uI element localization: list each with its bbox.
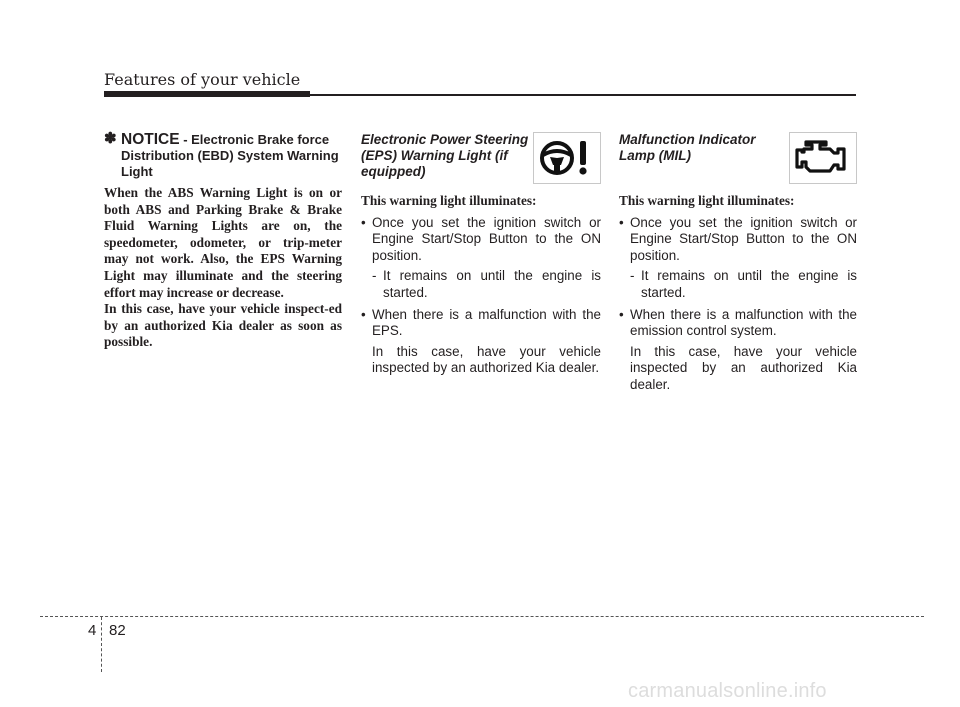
sub-dash: - bbox=[630, 268, 635, 284]
mil-heading bbox=[619, 132, 857, 184]
section-header-title: Features of your vehicle bbox=[104, 70, 301, 89]
steering-wheel-warning-icon bbox=[533, 132, 601, 184]
bullet-dot: • bbox=[619, 215, 624, 230]
notice-heading bbox=[104, 132, 342, 180]
header-bar bbox=[104, 91, 310, 97]
notice-paragraph: In this case, have your vehicle inspect-ed by an authorized Kia dealer as soon as possible. bbox=[104, 301, 342, 350]
watermark: carmanualsonline.info bbox=[628, 680, 827, 702]
notice-paragraph: When the ABS Warning Light is on or both ABS and Parking Brake & Brake Fluid Warning Lights are on, the speedometer, odometer, or trip-meter may not work. Also, the EPS Warning Light may illuminate and the steering effort may increase or decrease. bbox=[104, 185, 342, 300]
mil-bullet bbox=[619, 307, 857, 340]
eps-title: Electronic Power Steering (EPS) Warning Light (if equipped) bbox=[361, 132, 529, 179]
mil-note: In this case, have your vehicle inspected by an authorized Kia dealer. bbox=[630, 343, 857, 392]
eps-heading bbox=[361, 132, 601, 184]
mil-bullet bbox=[619, 215, 857, 264]
eps-bullet bbox=[361, 307, 601, 340]
bullet-dot: • bbox=[361, 307, 366, 323]
eps-bullet-text: Once you set the ignition switch or Engine Start/Stop Button to the ON position. bbox=[372, 215, 601, 263]
eps-sub-text: It remains on until the engine is started. bbox=[383, 268, 601, 300]
header-rule bbox=[310, 94, 856, 96]
footer-dashed-rule bbox=[40, 616, 924, 617]
mil-title: Malfunction Indicator Lamp (MIL) bbox=[619, 132, 756, 163]
eps-lead: This warning light illuminates: bbox=[361, 193, 537, 208]
notice-column bbox=[104, 132, 342, 351]
mil-lead: This warning light illuminates: bbox=[619, 193, 795, 208]
eps-column bbox=[361, 132, 601, 377]
chapter-number: 4 bbox=[88, 622, 97, 639]
sub-dash: - bbox=[372, 268, 377, 284]
eps-sub-item bbox=[372, 268, 601, 301]
mil-bullet-text: Once you set the ignition switch or Engine Start/Stop Button to the ON position. bbox=[630, 215, 857, 263]
footer-vertical-rule bbox=[101, 617, 102, 672]
eps-note: In this case, have your vehicle inspected by an authorized Kia dealer. bbox=[372, 343, 601, 376]
mil-column bbox=[619, 132, 857, 393]
mil-sub-text: It remains on until the engine is started. bbox=[641, 268, 857, 300]
bullet-dot: • bbox=[361, 215, 366, 230]
bullet-dot: • bbox=[619, 307, 624, 323]
notice-body bbox=[104, 185, 342, 351]
notice-title: - Electronic Brake force Distribution (EBD) System Warning Light bbox=[121, 132, 339, 179]
notice-word: NOTICE bbox=[121, 131, 180, 148]
eps-bullet-text: When there is a malfunction with the EPS. bbox=[372, 307, 601, 339]
mil-sub-item bbox=[630, 268, 857, 301]
mil-bullet-text: When there is a malfunction with the emission control system. bbox=[630, 307, 857, 339]
check-engine-icon bbox=[789, 132, 857, 184]
notice-star-icon: ✽ bbox=[104, 130, 117, 147]
eps-bullet bbox=[361, 215, 601, 264]
page-number: 82 bbox=[109, 622, 126, 639]
